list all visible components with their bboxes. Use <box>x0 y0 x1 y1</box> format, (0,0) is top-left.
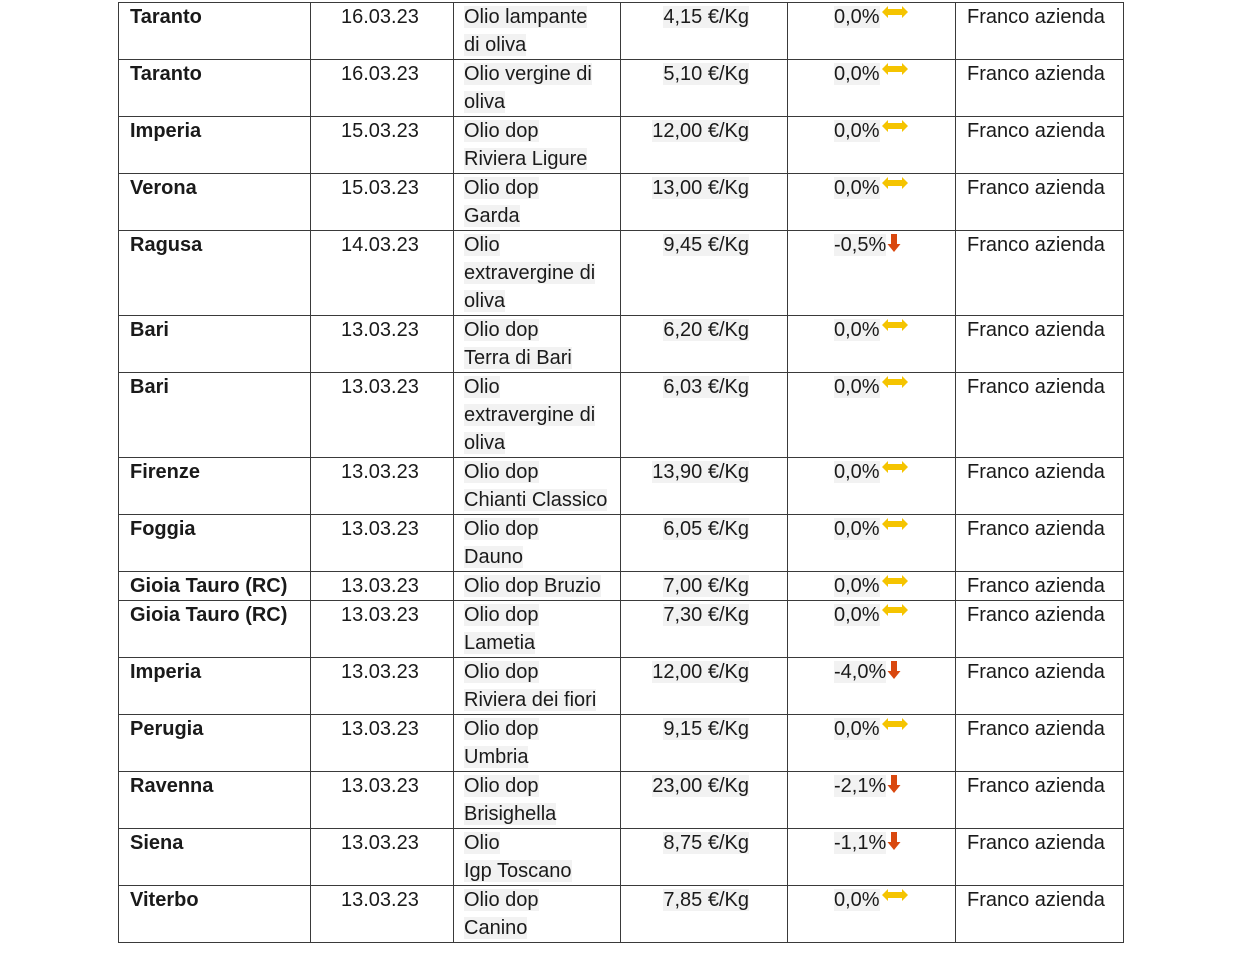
product-name-line <box>464 259 620 287</box>
condition-text: Franco azienda <box>967 832 1105 854</box>
table-row <box>119 3 1124 60</box>
product-name-text: oliva <box>464 432 506 454</box>
table-row <box>119 658 1124 715</box>
condition-text: Franco azienda <box>967 120 1105 142</box>
product-name-line <box>464 174 620 202</box>
market-city <box>119 829 311 886</box>
price-date <box>311 715 454 772</box>
price-condition <box>956 117 1124 174</box>
product-name-text: Olio dop <box>464 775 539 797</box>
price-text: 8,75 €/Kg <box>663 832 749 854</box>
product-name <box>454 231 621 316</box>
price-text: 12,00 €/Kg <box>652 120 749 142</box>
price-variation <box>788 117 956 174</box>
double-arrow-icon <box>881 176 909 190</box>
price-date <box>311 458 454 515</box>
product-name <box>454 373 621 458</box>
variation-text: 0,0% <box>834 177 880 199</box>
date-text: 13.03.23 <box>341 661 419 683</box>
condition-text: Franco azienda <box>967 604 1105 626</box>
condition-text: Franco azienda <box>967 319 1105 341</box>
variation-text: 0,0% <box>834 604 880 626</box>
product-name-text: Olio <box>464 376 500 398</box>
product-name-text: Olio dop <box>464 319 539 341</box>
condition-text: Franco azienda <box>967 177 1105 199</box>
market-city <box>119 3 311 60</box>
product-name-text: Olio dop <box>464 604 539 626</box>
price-date <box>311 886 454 943</box>
product-name-text: Umbria <box>464 746 529 768</box>
price-text: 6,05 €/Kg <box>663 518 749 540</box>
city-text: Ravenna <box>130 775 214 797</box>
city-text: Imperia <box>130 661 202 683</box>
price-value <box>621 715 788 772</box>
product-name <box>454 715 621 772</box>
double-arrow-icon <box>881 375 909 389</box>
product-name-text: Brisighella <box>464 803 557 825</box>
market-city <box>119 658 311 715</box>
price-date <box>311 316 454 373</box>
date-text: 13.03.23 <box>341 376 419 398</box>
price-variation <box>788 3 956 60</box>
product-name-text: Lametia <box>464 632 536 654</box>
product-name-text: Olio dop <box>464 518 539 540</box>
price-value <box>621 174 788 231</box>
condition-text: Franco azienda <box>967 661 1105 683</box>
city-text: Perugia <box>130 718 204 740</box>
table-row <box>119 601 1124 658</box>
table-row <box>119 373 1124 458</box>
product-name-text: Garda <box>464 205 520 227</box>
price-variation <box>788 601 956 658</box>
city-text: Gioia Tauro (RC) <box>130 604 288 626</box>
table-row <box>119 316 1124 373</box>
market-city <box>119 715 311 772</box>
double-arrow-icon <box>881 603 909 617</box>
product-name-line <box>464 145 620 173</box>
product-name-text: di oliva <box>464 34 527 56</box>
price-condition <box>956 601 1124 658</box>
product-name <box>454 658 621 715</box>
product-name-line <box>464 829 620 857</box>
product-name-text: Olio dop <box>464 718 539 740</box>
variation-text: -2,1% <box>834 775 887 797</box>
market-city <box>119 60 311 117</box>
price-value <box>621 231 788 316</box>
variation-text: 0,0% <box>834 461 880 483</box>
price-value <box>621 886 788 943</box>
date-text: 16.03.23 <box>341 6 419 28</box>
product-name-text: oliva <box>464 290 506 312</box>
variation-text: 0,0% <box>834 518 880 540</box>
price-date <box>311 60 454 117</box>
product-name-text: Riviera dei fiori <box>464 689 597 711</box>
product-name-line <box>464 3 620 31</box>
price-condition <box>956 772 1124 829</box>
product-name-line <box>464 914 620 942</box>
variation-text: 0,0% <box>834 889 880 911</box>
price-condition <box>956 316 1124 373</box>
price-value <box>621 373 788 458</box>
city-text: Ragusa <box>130 234 203 256</box>
price-text: 12,00 €/Kg <box>652 661 749 683</box>
product-name-line <box>464 60 620 88</box>
product-name <box>454 886 621 943</box>
product-name-line <box>464 543 620 571</box>
product-name-line <box>464 800 620 828</box>
price-value <box>621 772 788 829</box>
price-variation <box>788 231 956 316</box>
product-name-line <box>464 202 620 230</box>
double-arrow-icon <box>881 517 909 531</box>
city-text: Bari <box>130 319 169 341</box>
table-row <box>119 772 1124 829</box>
condition-text: Franco azienda <box>967 889 1105 911</box>
price-variation <box>788 829 956 886</box>
city-text: Taranto <box>130 63 202 85</box>
price-condition <box>956 658 1124 715</box>
product-name-text: Olio dop <box>464 461 539 483</box>
product-name <box>454 3 621 60</box>
product-name-line <box>464 686 620 714</box>
variation-text: -4,0% <box>834 661 887 683</box>
condition-text: Franco azienda <box>967 775 1105 797</box>
table-row <box>119 572 1124 601</box>
condition-text: Franco azienda <box>967 376 1105 398</box>
product-name-line <box>464 88 620 116</box>
product-name-line <box>464 429 620 457</box>
price-date <box>311 231 454 316</box>
city-text: Bari <box>130 376 169 398</box>
price-text: 7,00 €/Kg <box>663 575 749 597</box>
product-name <box>454 515 621 572</box>
product-name-line <box>464 486 620 514</box>
price-value <box>621 829 788 886</box>
double-arrow-icon <box>881 460 909 474</box>
price-value <box>621 60 788 117</box>
product-name-line <box>464 629 620 657</box>
product-name <box>454 316 621 373</box>
price-condition <box>956 572 1124 601</box>
price-date <box>311 772 454 829</box>
price-date <box>311 601 454 658</box>
product-name-line <box>464 515 620 543</box>
variation-text: 0,0% <box>834 120 880 142</box>
date-text: 13.03.23 <box>341 319 419 341</box>
variation-text: 0,0% <box>834 6 880 28</box>
city-text: Imperia <box>130 120 202 142</box>
market-city <box>119 373 311 458</box>
table-row <box>119 174 1124 231</box>
market-city <box>119 515 311 572</box>
down-arrow-icon <box>887 233 901 253</box>
variation-text: -0,5% <box>834 234 887 256</box>
price-condition <box>956 3 1124 60</box>
price-date <box>311 174 454 231</box>
product-name-line <box>464 31 620 59</box>
date-text: 13.03.23 <box>341 889 419 911</box>
date-text: 13.03.23 <box>341 604 419 626</box>
market-city <box>119 886 311 943</box>
market-city <box>119 117 311 174</box>
price-condition <box>956 458 1124 515</box>
product-name-text: Olio dop Bruzio <box>464 575 601 597</box>
product-name-text: Olio vergine di <box>464 63 592 85</box>
date-text: 13.03.23 <box>341 518 419 540</box>
price-condition <box>956 373 1124 458</box>
date-text: 14.03.23 <box>341 234 419 256</box>
price-variation <box>788 60 956 117</box>
product-name-text: Chianti Classico <box>464 489 608 511</box>
price-variation <box>788 373 956 458</box>
price-variation <box>788 715 956 772</box>
price-text: 9,15 €/Kg <box>663 718 749 740</box>
price-table-body <box>119 3 1124 943</box>
price-variation <box>788 515 956 572</box>
market-city <box>119 458 311 515</box>
price-variation <box>788 458 956 515</box>
down-arrow-icon <box>887 660 901 680</box>
table-row <box>119 829 1124 886</box>
date-text: 13.03.23 <box>341 775 419 797</box>
product-name <box>454 772 621 829</box>
product-name-text: Olio dop <box>464 120 539 142</box>
product-name <box>454 572 621 601</box>
product-name-text: Riviera Ligure <box>464 148 588 170</box>
olive-oil-price-table <box>118 2 1124 943</box>
product-name-text: Olio lampante <box>464 6 588 28</box>
price-value <box>621 3 788 60</box>
price-date <box>311 3 454 60</box>
product-name-line <box>464 373 620 401</box>
table-row <box>119 715 1124 772</box>
price-date <box>311 572 454 601</box>
variation-text: 0,0% <box>834 319 880 341</box>
price-value <box>621 601 788 658</box>
product-name <box>454 829 621 886</box>
double-arrow-icon <box>881 119 909 133</box>
product-name-line <box>464 601 620 629</box>
condition-text: Franco azienda <box>967 461 1105 483</box>
condition-text: Franco azienda <box>967 63 1105 85</box>
condition-text: Franco azienda <box>967 518 1105 540</box>
double-arrow-icon <box>881 62 909 76</box>
market-city <box>119 316 311 373</box>
price-date <box>311 658 454 715</box>
double-arrow-icon <box>881 717 909 731</box>
date-text: 15.03.23 <box>341 177 419 199</box>
variation-text: 0,0% <box>834 376 880 398</box>
price-condition <box>956 715 1124 772</box>
product-name-line <box>464 715 620 743</box>
price-value <box>621 117 788 174</box>
price-text: 7,30 €/Kg <box>663 604 749 626</box>
double-arrow-icon <box>881 5 909 19</box>
price-text: 13,90 €/Kg <box>652 461 749 483</box>
product-name-text: Igp Toscano <box>464 860 572 882</box>
variation-text: 0,0% <box>834 575 880 597</box>
date-text: 13.03.23 <box>341 575 419 597</box>
product-name-text: Olio <box>464 832 500 854</box>
market-city <box>119 572 311 601</box>
product-name-line <box>464 857 620 885</box>
price-value <box>621 572 788 601</box>
product-name-text: Olio dop <box>464 661 539 683</box>
condition-text: Franco azienda <box>967 6 1105 28</box>
date-text: 15.03.23 <box>341 120 419 142</box>
product-name-line <box>464 287 620 315</box>
price-value <box>621 458 788 515</box>
city-text: Foggia <box>130 518 196 540</box>
condition-text: Franco azienda <box>967 234 1105 256</box>
product-name-line <box>464 886 620 914</box>
product-name-text: Olio dop <box>464 889 539 911</box>
table-row <box>119 458 1124 515</box>
price-value <box>621 316 788 373</box>
city-text: Taranto <box>130 6 202 28</box>
product-name-text: Canino <box>464 917 528 939</box>
date-text: 13.03.23 <box>341 832 419 854</box>
price-value <box>621 658 788 715</box>
product-name <box>454 117 621 174</box>
table-row <box>119 515 1124 572</box>
product-name-text: Dauno <box>464 546 523 568</box>
down-arrow-icon <box>887 774 901 794</box>
product-name-text: extravergine di <box>464 404 596 426</box>
product-name-text: extravergine di <box>464 262 596 284</box>
price-condition <box>956 60 1124 117</box>
product-name-line <box>464 458 620 486</box>
price-condition <box>956 886 1124 943</box>
city-text: Viterbo <box>130 889 199 911</box>
price-variation <box>788 886 956 943</box>
down-arrow-icon <box>887 831 901 851</box>
market-city <box>119 174 311 231</box>
price-condition <box>956 829 1124 886</box>
double-arrow-icon <box>881 318 909 332</box>
price-text: 4,15 €/Kg <box>663 6 749 28</box>
price-variation <box>788 316 956 373</box>
price-variation <box>788 572 956 601</box>
price-text: 23,00 €/Kg <box>652 775 749 797</box>
product-name <box>454 174 621 231</box>
product-name-line <box>464 772 620 800</box>
price-date <box>311 373 454 458</box>
price-date <box>311 829 454 886</box>
double-arrow-icon <box>881 574 909 588</box>
table-row <box>119 60 1124 117</box>
product-name-text: Olio <box>464 234 500 256</box>
product-name-text: Terra di Bari <box>464 347 572 369</box>
price-condition <box>956 174 1124 231</box>
date-text: 16.03.23 <box>341 63 419 85</box>
product-name-line <box>464 401 620 429</box>
market-city <box>119 601 311 658</box>
city-text: Verona <box>130 177 197 199</box>
city-text: Firenze <box>130 461 201 483</box>
price-date <box>311 117 454 174</box>
product-name-line <box>464 743 620 771</box>
city-text: Gioia Tauro (RC) <box>130 575 288 597</box>
price-variation <box>788 658 956 715</box>
date-text: 13.03.23 <box>341 718 419 740</box>
city-text: Siena <box>130 832 184 854</box>
table-row <box>119 886 1124 943</box>
variation-text: 0,0% <box>834 718 880 740</box>
price-text: 6,20 €/Kg <box>663 319 749 341</box>
product-name-line <box>464 316 620 344</box>
product-name-line <box>464 231 620 259</box>
product-name-line <box>464 658 620 686</box>
condition-text: Franco azienda <box>967 575 1105 597</box>
product-name <box>454 458 621 515</box>
price-condition <box>956 231 1124 316</box>
product-name-line <box>464 117 620 145</box>
price-text: 7,85 €/Kg <box>663 889 749 911</box>
condition-text: Franco azienda <box>967 718 1105 740</box>
table-row <box>119 231 1124 316</box>
price-text: 9,45 €/Kg <box>663 234 749 256</box>
price-text: 13,00 €/Kg <box>652 177 749 199</box>
product-name-text: oliva <box>464 91 506 113</box>
double-arrow-icon <box>881 888 909 902</box>
price-text: 5,10 €/Kg <box>663 63 749 85</box>
price-condition <box>956 515 1124 572</box>
price-text: 6,03 €/Kg <box>663 376 749 398</box>
product-name-line <box>464 344 620 372</box>
market-city <box>119 231 311 316</box>
table-row <box>119 117 1124 174</box>
variation-text: 0,0% <box>834 63 880 85</box>
product-name-line <box>464 572 620 600</box>
product-name <box>454 601 621 658</box>
price-value <box>621 515 788 572</box>
date-text: 13.03.23 <box>341 461 419 483</box>
variation-text: -1,1% <box>834 832 887 854</box>
market-city <box>119 772 311 829</box>
product-name-text: Olio dop <box>464 177 539 199</box>
price-variation <box>788 772 956 829</box>
product-name <box>454 60 621 117</box>
price-variation <box>788 174 956 231</box>
price-date <box>311 515 454 572</box>
